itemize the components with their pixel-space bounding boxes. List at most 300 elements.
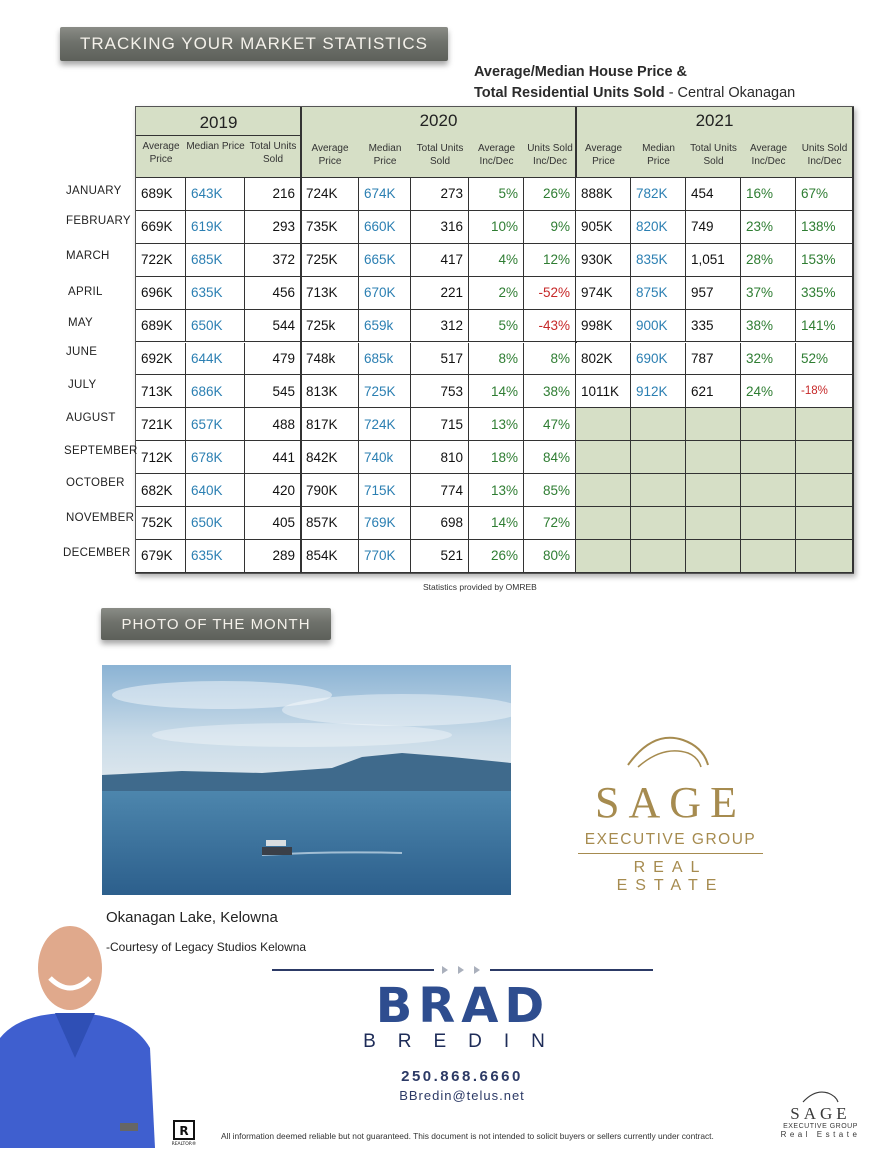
table-cell xyxy=(359,474,411,507)
sage-wordmark: SAGE xyxy=(595,778,746,827)
cell-value: 748k xyxy=(306,350,336,366)
table-cell xyxy=(136,375,186,408)
table-cell xyxy=(186,375,245,408)
table-cell xyxy=(245,375,301,408)
table-cell xyxy=(524,178,576,211)
realtor-mark-text: REALTOR® xyxy=(171,1142,197,1146)
month-label: MAY xyxy=(68,317,93,329)
month-label: JUNE xyxy=(66,346,98,358)
table-cell xyxy=(469,408,524,441)
cell-value: 725K xyxy=(306,252,338,268)
cell-value: 715 xyxy=(440,416,463,432)
divider-right xyxy=(490,969,653,971)
cell-value: 643K xyxy=(191,186,223,202)
year-label-2: 2021 xyxy=(695,111,734,130)
cell-value: 875K xyxy=(636,285,668,301)
cell-value: 690K xyxy=(636,350,668,366)
cell-value: 752K xyxy=(141,515,173,531)
year-label-1: 2020 xyxy=(419,111,458,130)
table-cell xyxy=(686,211,741,244)
table-cell xyxy=(741,474,796,507)
table-cell xyxy=(576,277,631,310)
table-cell xyxy=(796,507,853,540)
cell-value: 67% xyxy=(801,186,829,202)
cell-value: 545 xyxy=(272,383,295,399)
cell-value: -18% xyxy=(801,385,828,398)
cell-value: 14% xyxy=(490,515,518,531)
cell-value: 441 xyxy=(272,449,295,465)
table-cell xyxy=(411,211,469,244)
cell-value: 900K xyxy=(636,318,668,334)
cell-value: 854K xyxy=(306,548,338,564)
table-cell xyxy=(741,408,796,441)
cell-value: 660K xyxy=(364,219,396,235)
market-statistics-banner: TRACKING YOUR MARKET STATISTICS xyxy=(60,27,448,61)
cell-value: 685K xyxy=(191,252,223,268)
cell-value: 23% xyxy=(746,219,774,235)
table-cell xyxy=(411,178,469,211)
column-header: Average Price xyxy=(311,143,349,167)
table-cell xyxy=(411,507,469,540)
cell-value: 13% xyxy=(490,416,518,432)
cell-value: 696K xyxy=(141,285,173,301)
table-cell xyxy=(359,507,411,540)
table-cell xyxy=(136,474,186,507)
disclaimer: All information deemed reliable but not guaranteed. This document is not intended to solicit buyers or sellers currently under contract. xyxy=(221,1131,714,1141)
table-heading xyxy=(474,62,795,104)
table-cell xyxy=(524,408,576,441)
cell-value: 37% xyxy=(746,285,774,301)
cell-value: 10% xyxy=(490,219,518,235)
table-cell xyxy=(796,441,853,474)
cell-value: 712K xyxy=(141,449,173,465)
cell-value: 32% xyxy=(746,350,774,366)
table-cell xyxy=(576,474,631,507)
cell-value: 141% xyxy=(801,318,836,334)
table-cell xyxy=(186,540,245,573)
column-header: Units Sold Inc/Dec xyxy=(527,143,573,167)
cell-value: 216 xyxy=(272,186,295,202)
cell-value: 930K xyxy=(581,252,613,268)
table-cell xyxy=(411,277,469,310)
table-cell xyxy=(359,441,411,474)
column-header: Units Sold Inc/Dec xyxy=(801,143,848,167)
table-cell xyxy=(301,178,359,211)
cell-value: 698 xyxy=(440,515,463,531)
cell-value: 479 xyxy=(272,350,295,366)
cell-value: 420 xyxy=(272,482,295,498)
table-cell xyxy=(301,408,359,441)
cell-value: 12% xyxy=(542,252,570,268)
table-cell xyxy=(796,540,853,573)
table-cell xyxy=(186,441,245,474)
table-cell xyxy=(741,540,796,573)
cell-value: 713K xyxy=(306,285,338,301)
cell-value: 782K xyxy=(636,186,668,202)
table-cell xyxy=(359,310,411,343)
cell-value: 644K xyxy=(191,350,223,366)
photo-caption: Okanagan Lake, Kelowna xyxy=(106,909,278,926)
table-cell xyxy=(245,277,301,310)
cell-value: 2% xyxy=(498,285,518,301)
table-cell xyxy=(686,507,741,540)
table-cell xyxy=(411,375,469,408)
cell-value: 405 xyxy=(272,515,295,531)
cell-value: 835K xyxy=(636,252,668,268)
cell-value: 813K xyxy=(306,383,338,399)
table-cell xyxy=(524,375,576,408)
cell-value: 4% xyxy=(498,252,518,268)
cell-value: 335 xyxy=(691,318,714,334)
cell-value: 8% xyxy=(550,350,570,366)
cell-value: 640K xyxy=(191,482,223,498)
table-cell xyxy=(686,244,741,277)
table-cell xyxy=(741,211,796,244)
cell-value: 715K xyxy=(364,482,396,498)
table-cell xyxy=(796,244,853,277)
month-label: MARCH xyxy=(66,250,110,262)
table-cell xyxy=(576,507,631,540)
cell-value: 635K xyxy=(191,548,223,564)
cell-value: 635K xyxy=(191,285,223,301)
table-cell xyxy=(359,408,411,441)
column-header: Average Price xyxy=(142,141,180,165)
cell-value: 674K xyxy=(364,186,396,202)
cell-value: 316 xyxy=(440,219,463,235)
cell-value: 657K xyxy=(191,416,223,432)
table-cell xyxy=(796,277,853,310)
table-cell xyxy=(631,178,686,211)
cell-value: 905K xyxy=(581,219,613,235)
year-label-0: 2019 xyxy=(199,113,238,132)
table-cell xyxy=(245,441,301,474)
table-cell xyxy=(686,178,741,211)
divider-arrows-icon xyxy=(440,964,486,976)
month-label: DECEMBER xyxy=(63,547,131,559)
cell-value: 810 xyxy=(440,449,463,465)
table-cell xyxy=(301,310,359,343)
table-cell xyxy=(245,211,301,244)
cell-value: 26% xyxy=(490,548,518,564)
cell-value: 774 xyxy=(440,482,463,498)
cell-value: 9% xyxy=(550,219,570,235)
table-cell xyxy=(469,441,524,474)
stats-table xyxy=(135,106,854,574)
table-cell xyxy=(631,441,686,474)
cell-value: 974K xyxy=(581,285,613,301)
svg-text:R: R xyxy=(179,1124,189,1138)
table-cell xyxy=(796,375,853,408)
table-cell xyxy=(796,408,853,441)
cell-value: 650K xyxy=(191,515,223,531)
cell-value: 957 xyxy=(691,285,714,301)
month-label: JANUARY xyxy=(66,185,122,197)
cell-value: 18% xyxy=(490,449,518,465)
cell-value: 335% xyxy=(801,285,836,301)
cell-value: 38% xyxy=(746,318,774,334)
cell-value: 293 xyxy=(272,219,295,235)
table-cell xyxy=(469,178,524,211)
cell-value: 1,051 xyxy=(691,252,725,268)
table-cell xyxy=(136,343,186,376)
column-header: Average Price xyxy=(584,143,623,167)
table-cell xyxy=(186,343,245,376)
table-cell xyxy=(524,310,576,343)
table-cell xyxy=(469,211,524,244)
cell-value: 650K xyxy=(191,318,223,334)
table-cell xyxy=(576,343,631,376)
cell-value: 85% xyxy=(542,482,570,498)
table-cell xyxy=(796,178,853,211)
cell-value: 153% xyxy=(801,252,836,268)
table-cell xyxy=(469,375,524,408)
heading-line1: Average/Median House Price & xyxy=(474,64,688,80)
month-label: FEBRUARY xyxy=(66,215,131,227)
table-cell xyxy=(136,540,186,573)
table-cell xyxy=(359,277,411,310)
cell-value: 998K xyxy=(581,318,613,334)
table-cell xyxy=(411,474,469,507)
table-cell xyxy=(796,211,853,244)
table-cell xyxy=(524,507,576,540)
table-cell xyxy=(741,277,796,310)
table-cell xyxy=(524,343,576,376)
cell-value: 72% xyxy=(542,515,570,531)
table-cell xyxy=(576,178,631,211)
table-cell xyxy=(301,375,359,408)
cell-value: 24% xyxy=(746,383,774,399)
heading-region: - Central Okanagan xyxy=(664,85,796,101)
table-cell xyxy=(411,408,469,441)
sage-small-wordmark: SAGE xyxy=(790,1104,851,1123)
table-cell xyxy=(301,211,359,244)
table-cell xyxy=(359,343,411,376)
table-cell xyxy=(245,408,301,441)
table-cell xyxy=(741,178,796,211)
table-cell xyxy=(469,244,524,277)
cell-value: 52% xyxy=(801,350,829,366)
table-cell xyxy=(359,244,411,277)
table-cell xyxy=(686,474,741,507)
month-label: APRIL xyxy=(68,286,103,298)
table-cell xyxy=(245,474,301,507)
cell-value: 722K xyxy=(141,252,173,268)
cell-value: 16% xyxy=(746,186,774,202)
table-cell xyxy=(686,540,741,573)
heading-line2: Total Residential Units Sold xyxy=(474,85,665,101)
agent-email: BBredin@telus.net xyxy=(399,1088,525,1103)
column-header: Average Inc/Dec xyxy=(477,143,516,167)
table-cell xyxy=(136,277,186,310)
cell-value: 686K xyxy=(191,383,223,399)
cell-value: 26% xyxy=(542,186,570,202)
table-cell xyxy=(245,178,301,211)
cell-value: 689K xyxy=(141,186,173,202)
cell-value: 221 xyxy=(440,285,463,301)
cell-value: 787 xyxy=(691,350,714,366)
cell-value: 857K xyxy=(306,515,338,531)
table-cell xyxy=(796,310,853,343)
cell-value: 740k xyxy=(364,449,394,465)
cell-value: 725k xyxy=(306,318,336,334)
table-cell xyxy=(631,507,686,540)
table-cell xyxy=(631,211,686,244)
table-cell xyxy=(411,310,469,343)
column-header: Total Units Sold xyxy=(416,143,464,167)
sage-logo xyxy=(578,725,763,894)
table-cell xyxy=(524,540,576,573)
table-cell xyxy=(359,540,411,573)
sage-small-executive: EXECUTIVE GROUP xyxy=(783,1123,858,1130)
table-cell xyxy=(136,441,186,474)
table-cell xyxy=(186,244,245,277)
cell-value: 888K xyxy=(581,186,613,202)
cell-value: 735K xyxy=(306,219,338,235)
table-cell xyxy=(186,277,245,310)
cell-value: 289 xyxy=(272,548,295,564)
table-cell xyxy=(245,244,301,277)
sage-real-estate: REAL ESTATE xyxy=(616,859,725,894)
cell-value: 80% xyxy=(542,548,570,564)
cell-value: 721K xyxy=(141,416,173,432)
cell-value: 724K xyxy=(364,416,396,432)
cell-value: 749 xyxy=(691,219,714,235)
cell-value: 417 xyxy=(440,252,463,268)
cell-value: 820K xyxy=(636,219,668,235)
column-header: Median Price xyxy=(368,143,402,167)
cell-value: 802K xyxy=(581,350,613,366)
table-cell xyxy=(301,474,359,507)
table-cell xyxy=(631,277,686,310)
table-cell xyxy=(631,343,686,376)
table-cell xyxy=(796,474,853,507)
photo-of-month-banner: PHOTO OF THE MONTH xyxy=(101,608,331,640)
cell-value: -43% xyxy=(538,318,570,334)
stats-source-note: Statistics provided by OMREB xyxy=(423,582,537,592)
cell-value: 659k xyxy=(364,318,394,334)
table-cell xyxy=(576,211,631,244)
table-cell xyxy=(469,343,524,376)
table-cell xyxy=(136,211,186,244)
cell-value: 753 xyxy=(440,383,463,399)
table-cell xyxy=(469,507,524,540)
table-cell xyxy=(686,343,741,376)
table-cell xyxy=(796,343,853,376)
cell-value: 725K xyxy=(364,383,396,399)
cell-value: 544 xyxy=(272,318,295,334)
table-cell xyxy=(136,178,186,211)
table-cell xyxy=(186,310,245,343)
cell-value: 665K xyxy=(364,252,396,268)
cell-value: 138% xyxy=(801,219,836,235)
table-cell xyxy=(301,244,359,277)
table-cell xyxy=(631,474,686,507)
cell-value: 47% xyxy=(542,416,570,432)
table-cell xyxy=(686,441,741,474)
sage-small-real-estate: Real Estate xyxy=(780,1130,861,1139)
table-cell xyxy=(741,375,796,408)
cell-value: 790K xyxy=(306,482,338,498)
table-cell xyxy=(576,441,631,474)
cell-value: 454 xyxy=(691,186,714,202)
table-cell xyxy=(136,507,186,540)
cell-value: 692K xyxy=(141,350,173,366)
table-cell xyxy=(245,343,301,376)
cell-value: -52% xyxy=(538,285,570,301)
sage-small-leaf-icon xyxy=(800,1087,840,1105)
table-cell xyxy=(136,310,186,343)
cell-value: 5% xyxy=(498,318,518,334)
month-label: AUGUST xyxy=(66,412,116,424)
table-cell xyxy=(576,540,631,573)
table-cell xyxy=(136,244,186,277)
table-cell xyxy=(631,310,686,343)
column-header: Average Inc/Dec xyxy=(749,143,788,167)
table-cell xyxy=(245,540,301,573)
table-cell xyxy=(686,277,741,310)
table-cell xyxy=(524,474,576,507)
cell-value: 678K xyxy=(191,449,223,465)
cell-value: 817K xyxy=(306,416,338,432)
table-cell xyxy=(524,211,576,244)
divider-left xyxy=(272,969,434,971)
table-cell xyxy=(741,507,796,540)
table-cell xyxy=(245,507,301,540)
lake-photo xyxy=(102,665,511,895)
cell-value: 312 xyxy=(440,318,463,334)
cell-value: 682K xyxy=(141,482,173,498)
table-cell xyxy=(741,441,796,474)
cell-value: 669K xyxy=(141,219,173,235)
table-cell xyxy=(301,343,359,376)
table-cell xyxy=(301,540,359,573)
table-cell xyxy=(301,441,359,474)
month-label: NOVEMBER xyxy=(66,512,135,524)
sage-leaf-icon xyxy=(623,725,713,775)
table-cell xyxy=(186,211,245,244)
table-cell xyxy=(631,244,686,277)
table-cell xyxy=(469,540,524,573)
table-cell xyxy=(686,310,741,343)
cell-value: 456 xyxy=(272,285,295,301)
month-label: OCTOBER xyxy=(66,477,125,489)
table-cell xyxy=(469,474,524,507)
sage-executive-group: EXECUTIVE GROUP xyxy=(578,831,763,854)
cell-value: 372 xyxy=(272,252,295,268)
table-cell xyxy=(576,310,631,343)
cell-value: 724K xyxy=(306,186,338,202)
cell-value: 769K xyxy=(364,515,396,531)
table-cell xyxy=(631,375,686,408)
column-header: Median Price xyxy=(642,143,675,167)
table-cell xyxy=(741,310,796,343)
cell-value: 13% xyxy=(490,482,518,498)
table-cell xyxy=(686,408,741,441)
cell-value: 1011K xyxy=(581,383,620,399)
table-cell xyxy=(524,277,576,310)
cell-value: 670K xyxy=(364,285,396,301)
cell-value: 38% xyxy=(542,383,570,399)
table-cell xyxy=(576,244,631,277)
cell-value: 8% xyxy=(498,350,518,366)
table-cell xyxy=(359,178,411,211)
cell-value: 679K xyxy=(141,548,173,564)
photo-courtesy: -Courtesy of Legacy Studios Kelowna xyxy=(106,940,307,954)
table-cell xyxy=(741,244,796,277)
cell-value: 912K xyxy=(636,383,668,399)
table-cell xyxy=(631,540,686,573)
cell-value: 273 xyxy=(440,186,463,202)
